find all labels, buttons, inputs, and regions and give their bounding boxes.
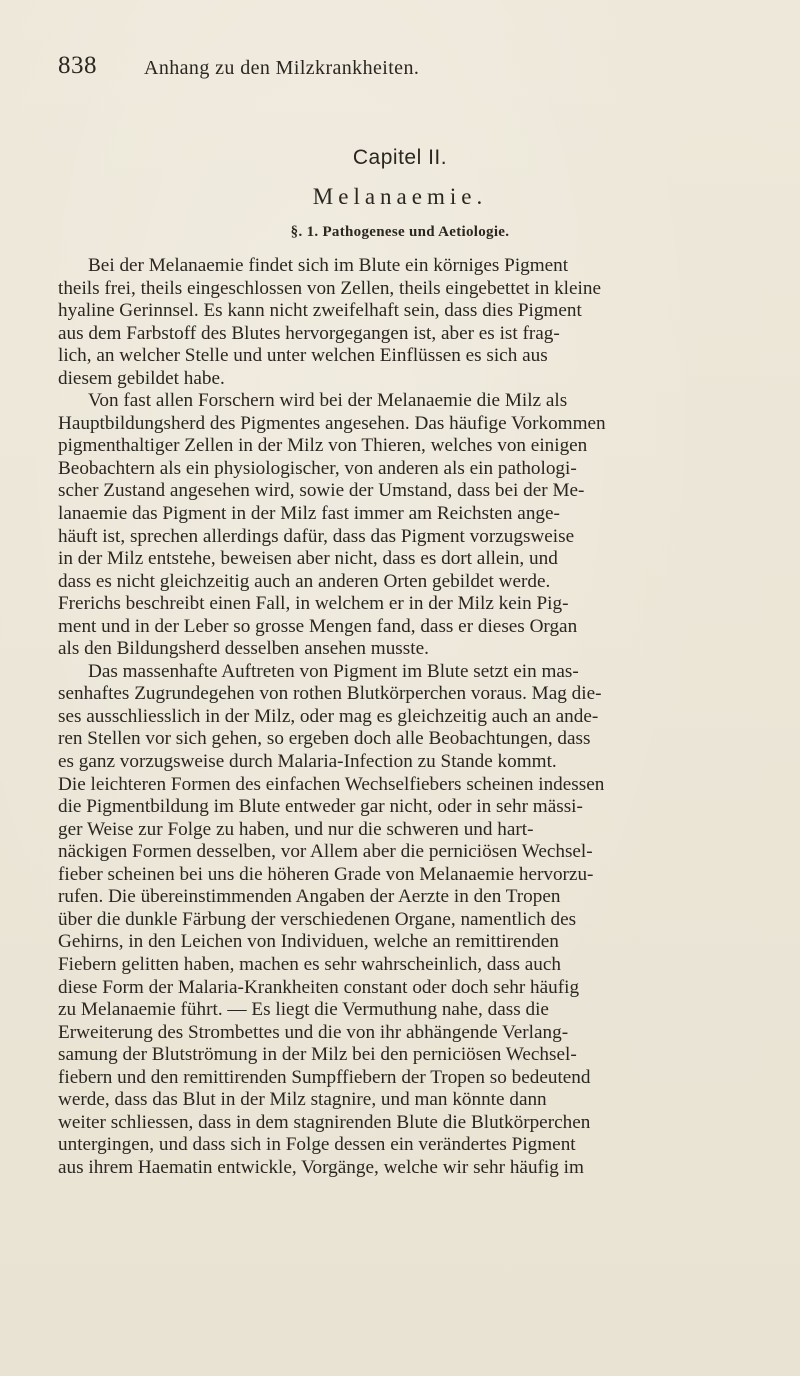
- text-line: Das massenhafte Auftreten von Pigment im Blute setzt ein mas-: [88, 660, 579, 682]
- text-line: als den Bildungsherd desselben ansehen musste.: [58, 638, 429, 660]
- text-line: näckigen Formen desselben, vor Allem aber die perniciösen Wechsel-: [58, 841, 593, 863]
- section-heading: §. 1. Pathogenese und Aetiologie.: [290, 224, 510, 240]
- text-line: in der Milz entstehe, beweisen aber nicht, dass es dort allein, und: [58, 548, 558, 570]
- chapter-heading: Capitel II.: [352, 146, 448, 169]
- body-text: [58, 255, 763, 1179]
- text-line: zu Melanaemie führt. — Es liegt die Vermuthung nahe, dass die: [58, 999, 549, 1021]
- text-line: es ganz vorzugsweise durch Malaria-Infection zu Stande kommt.: [58, 751, 557, 773]
- running-head: Anhang zu den Milzkrankheiten.: [144, 57, 420, 79]
- text-line: Bei der Melanaemie findet sich im Blute ein körniges Pigment: [88, 255, 569, 276]
- chapter-title: Melanaemie.: [312, 184, 488, 209]
- text-line: Erweiterung des Strombettes und die von ihr abhängende Verlang-: [58, 1021, 569, 1043]
- text-line: samung der Blutströmung in der Milz bei den perniciösen Wechsel-: [58, 1044, 577, 1066]
- text-line: lanaemie das Pigment in der Milz fast immer am Reichsten ange-: [58, 503, 560, 525]
- text-line: Von fast allen Forschern wird bei der Melanaemie die Milz als: [88, 390, 568, 412]
- text-line: scher Zustand angesehen wird, sowie der Umstand, dass bei der Me-: [58, 480, 585, 502]
- text-line: diesem gebildet habe.: [58, 367, 225, 389]
- text-line: Hauptbildungsherd des Pigmentes angesehen. Das häufige Vorkommen: [58, 412, 606, 434]
- text-line: rufen. Die übereinstimmenden Angaben der Aerzte in den Tropen: [58, 886, 561, 908]
- text-line: aus ihrem Haematin entwickle, Vorgänge, welche wir sehr häufig im: [58, 1156, 584, 1178]
- text-line: die Pigmentbildung im Blute entweder gar nicht, oder in sehr mässi-: [58, 796, 583, 818]
- text-line: hyaline Gerinnsel. Es kann nicht zweifelhaft sein, dass dies Pigment: [58, 300, 582, 322]
- text-line: über die dunkle Färbung der verschiedenen Organe, namentlich des: [58, 908, 577, 930]
- text-line: aus dem Farbstoff des Blutes hervorgegangen ist, aber es ist frag-: [58, 322, 560, 344]
- text-line: Beobachtern als ein physiologischer, von anderen als ein pathologi-: [58, 457, 577, 479]
- text-line: fiebern und den remittirenden Sumpffiebern der Tropen so bedeutend: [58, 1066, 591, 1088]
- text-line: lich, an welcher Stelle und unter welchen Einflüssen es sich aus: [58, 345, 548, 367]
- text-line: Fiebern gelitten haben, machen es sehr wahrscheinlich, dass auch: [58, 953, 561, 975]
- text-line: Gehirns, in den Leichen von Individuen, welche an remittirenden: [58, 931, 559, 953]
- text-line: ren Stellen vor sich gehen, so ergeben doch alle Beobachtungen, dass: [58, 728, 591, 750]
- text-line: fieber scheinen bei uns die höheren Grade von Melanaemie hervorzu-: [58, 863, 594, 885]
- text-line: diese Form der Malaria-Krankheiten constant oder doch sehr häufig: [58, 976, 580, 998]
- text-line: ment und in der Leber so grosse Mengen fand, dass er dieses Organ: [58, 615, 578, 637]
- text-line: senhaftes Zugrundegehen von rothen Blutkörperchen voraus. Mag die-: [58, 683, 602, 705]
- text-line: untergingen, und dass sich in Folge dessen ein verändertes Pigment: [58, 1134, 576, 1156]
- text-line: theils frei, theils eingeschlossen von Zellen, theils eingebettet in kleine: [58, 277, 601, 299]
- text-line: häuft ist, sprechen allerdings dafür, dass das Pigment vorzugsweise: [58, 525, 575, 547]
- text-line: Die leichteren Formen des einfachen Wechselfiebers scheinen indessen: [58, 773, 605, 795]
- text-line: pigmenthaltiger Zellen in der Milz von Thieren, welches von einigen: [58, 435, 588, 457]
- text-line: dass es nicht gleichzeitig auch an anderen Orten gebildet werde.: [58, 570, 551, 592]
- page-number: 838: [58, 52, 97, 79]
- page-header: [58, 52, 698, 92]
- text-line: Frerichs beschreibt einen Fall, in welchem er in der Milz kein Pig-: [58, 593, 569, 615]
- text-line: weiter schliessen, dass in dem stagnirenden Blute die Blutkörperchen: [58, 1111, 591, 1133]
- text-line: ger Weise zur Folge zu haben, und nur die schweren und hart-: [58, 818, 534, 840]
- text-line: ses ausschliesslich in der Milz, oder mag es gleichzeitig auch an ande-: [58, 705, 599, 727]
- text-line: werde, dass das Blut in der Milz stagnire, und man könnte dann: [58, 1089, 547, 1111]
